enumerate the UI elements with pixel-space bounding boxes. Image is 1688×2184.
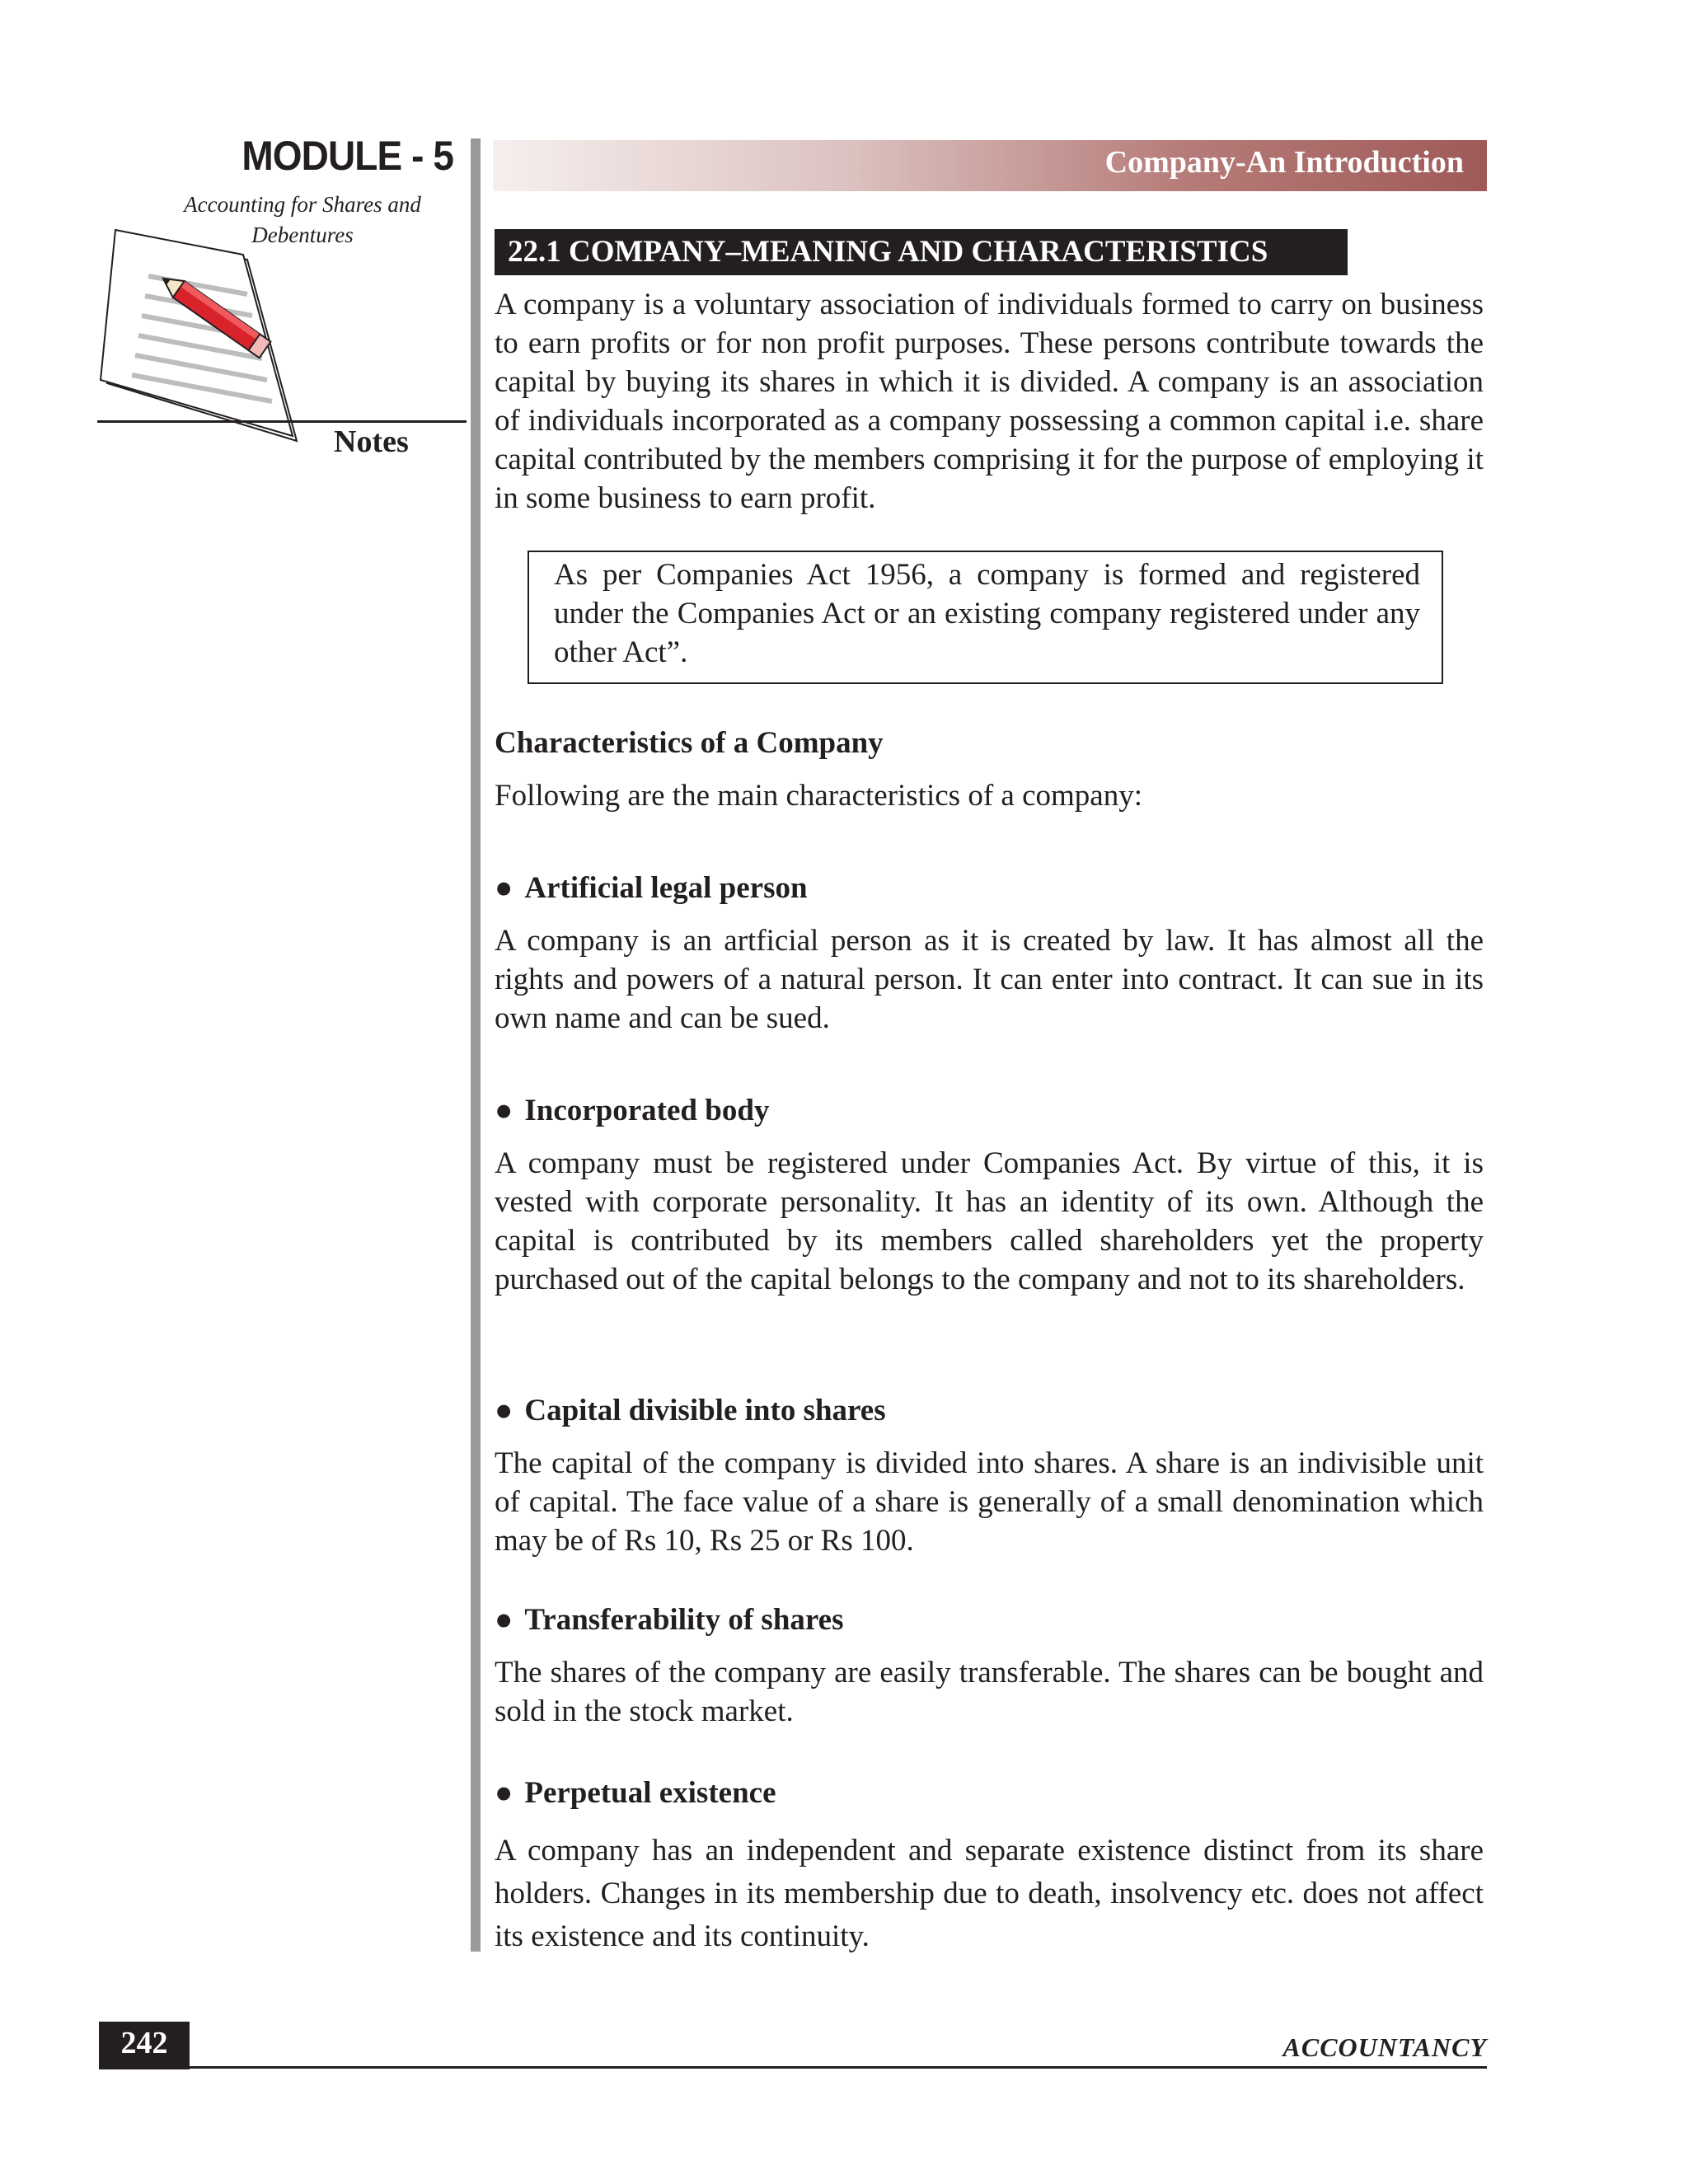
footer-subject: ACCOUNTANCY xyxy=(1282,2032,1487,2062)
page-number: 242 xyxy=(120,2026,168,2060)
characteristic-title xyxy=(495,1391,1484,1430)
margin-vertical-rule xyxy=(471,138,481,1952)
characteristic-title-text: Artificial legal person xyxy=(524,871,808,905)
characteristic-title xyxy=(495,1774,1484,1812)
notepad-pencil-icon xyxy=(91,227,330,457)
footer-rule xyxy=(99,2066,1487,2069)
characteristic-title xyxy=(495,1601,1484,1639)
bullet-icon: ● xyxy=(495,1603,513,1637)
characteristic-title-text: Perpetual existence xyxy=(524,1776,776,1810)
bullet-icon: ● xyxy=(495,1776,513,1810)
bullet-icon: ● xyxy=(495,1394,513,1427)
characteristic-text: A company has an independent and separate existence distinct from its share holders. Changes in its membership due to death, insolvency etc. does not affect its existence and its continuity. xyxy=(495,1834,1484,1953)
module-title: MODULE - 5 xyxy=(241,133,453,179)
intro-paragraph: A company is a voluntary association of individuals formed to carry on business to earn profits or for non profit purposes. These persons contribute towards the capital by buying its shares in which it is divided. A company is an association of individuals incorporated as a company possessing a common capital i.e. share capital contributed by the members comprising it for the purpose of employing it in some business to earn profit. xyxy=(495,288,1484,515)
characteristic-text: A company is an artficial person as it is created by law. It has almost all the rights and powers of a natural person. It can enter into contract. It can sue in its own name and can be sued. xyxy=(495,924,1484,1035)
characteristic-title-text: Capital divisible into shares xyxy=(524,1394,886,1427)
bullet-icon: ● xyxy=(495,871,513,905)
characteristic-title-text: Incorporated body xyxy=(524,1094,770,1127)
notes-label: Notes xyxy=(334,424,409,459)
characteristics-heading: Characteristics of a Company xyxy=(495,726,884,760)
characteristic-text: The capital of the company is divided into shares. A share is an indivisible unit of capital. The face value of a share is generally of a small denomination which may be of Rs 10, Rs 25 or Rs 100. xyxy=(495,1446,1484,1558)
definition-box: As per Companies Act 1956, a company is formed and registered under the Companies Act or an existing company registered under any other Act”. xyxy=(528,551,1443,684)
characteristic-text: A company must be registered under Companies Act. By virtue of this, it is vested with corporate personality. It has an identity of its own. Although the capital is contributed by its members called shareholders yet the property purchased out of the capital belongs to the company and not to its shareholders. xyxy=(495,1146,1484,1296)
characteristic-title xyxy=(495,869,1484,907)
characteristic-title-text: Transferability of shares xyxy=(524,1603,844,1637)
characteristic-text: The shares of the company are easily transferable. The shares can be bought and sold in the stock market. xyxy=(495,1656,1484,1728)
section-heading: 22.1 COMPANY–MEANING AND CHARACTERISTICS xyxy=(495,229,1348,275)
chapter-header-bar xyxy=(493,140,1487,191)
chapter-title: Company-An Introduction xyxy=(1104,145,1464,180)
notes-divider xyxy=(97,420,467,423)
characteristic-title xyxy=(495,1091,1484,1130)
module-subtitle: Accounting for Shares and Debentures xyxy=(184,192,421,247)
characteristics-intro: Following are the main characteristics of a company: xyxy=(495,779,1142,813)
bullet-icon: ● xyxy=(495,1094,513,1127)
